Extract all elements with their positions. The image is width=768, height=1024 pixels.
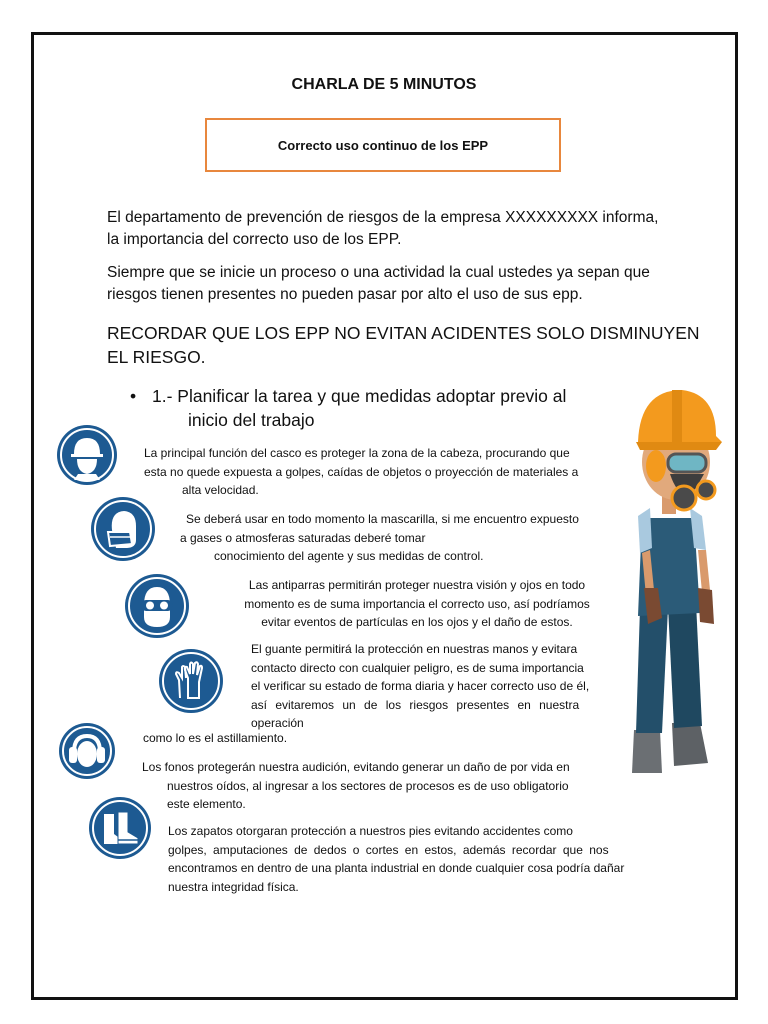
intro-p2-line-1: Siempre que se inicie un proceso o una actividad la cual ustedes ya sepan que [107, 264, 650, 281]
bullet-line-1: 1.- Planificar la tarea y que medidas adoptar previo al [152, 386, 567, 406]
reminder-caps [107, 321, 700, 369]
boots-text [168, 822, 624, 896]
gloves-text-line-2: contacto directo con cualquier peligro, es de suma importancia [251, 660, 584, 675]
intro-p1-line-2: la importancia del correcto uso de los EPP. [107, 231, 402, 248]
helmet-icon [56, 424, 118, 486]
goggles-text-line-3: evitar eventos de partículas en los ojos y el daño de estos. [261, 615, 573, 629]
gloves-text [251, 640, 611, 733]
intro-p2-line-2: riesgos tienen presentes no pueden pasar por alto el uso de sus epp. [107, 286, 583, 303]
gloves-text-line-1: El guante permitirá la protección en nuestras manos y evitara [251, 642, 578, 656]
gloves-text-line-3: el verificar su estado de forma diaria y hacer correcto uso de él, [251, 679, 590, 693]
ears-text-line-1: Los fonos protegerán nuestra audición, evitando generar un daño de por vida en [142, 760, 570, 774]
boots-text-line-1: Los zapatos otorgaran protección a nuestros pies evitando accidentes como [168, 824, 573, 838]
boots-text-line-2: golpes, amputaciones de dedos o cortes en estos, además recordar que nos [168, 842, 609, 857]
subtitle: Correcto uso continuo de los EPP [277, 137, 489, 153]
mask-text-line-2: a gases o atmosferas saturadas deberé tomar [180, 530, 426, 545]
bullet-symbol: • [130, 386, 137, 406]
boots-text-line-4: nuestra integridad física. [168, 879, 299, 894]
boots-text-line-3: encontramos en dentro de una planta industrial en donde cualquier cosa podría dañar [168, 861, 625, 875]
helmet-text-line-3: alta velocidad. [182, 483, 259, 497]
ears-text-line-3: este elemento. [167, 797, 246, 811]
intro-paragraph-2 [107, 262, 650, 306]
ear-protection-icon [58, 722, 116, 780]
goggles-text-line-2: momento es de suma importancia el correcto uso, así podríamos [244, 596, 590, 611]
page-title: CHARLA DE 5 MINUTOS [291, 76, 477, 93]
worker-illustration [610, 378, 738, 778]
ears-text [142, 758, 570, 814]
mask-text-line-1: Se deberá usar en todo momento la mascarilla, si me encuentro expuesto [186, 512, 579, 526]
helmet-text-line-1: La principal función del casco es proteger la zona de la cabeza, procurando que [144, 446, 570, 460]
bullet-line-2: inicio del trabajo [188, 410, 315, 430]
helmet-text-line-2: esta no quede expuesta a golpes, caídas de objetos o proyección de materiales a [144, 464, 579, 479]
mask-text-line-3: conocimiento del agente y sus medidas de control. [214, 549, 484, 563]
intro-p1-line-1: El departamento de prevención de riesgos de la empresa XXXXXXXXX informa, [107, 209, 659, 226]
intro-paragraph-1 [107, 207, 658, 251]
caps-line-1: RECORDAR QUE LOS EPP NO EVITAN ACIDENTES SOLO DISMINUYEN [107, 323, 700, 343]
goggles-icon [124, 573, 190, 639]
ears-text-line-2: nuestros oídos, al ingresar a los sectores de procesos es de uso obligatorio [167, 778, 569, 793]
gloves-text-line-6: como lo es el astillamiento. [143, 731, 288, 745]
caps-line-2: EL RIESGO. [107, 347, 206, 367]
mask-icon [90, 496, 156, 562]
gloves-text-line-4: así evitaremos un de los riesgos presentes en nuestra [251, 697, 580, 712]
bullet-item [152, 384, 566, 432]
subtitle-box [205, 118, 561, 172]
goggles-text-line-1: Las antiparras permitirán proteger nuestra visión y ojos en todo [248, 578, 586, 592]
gloves-icon [158, 648, 224, 714]
gloves-text-line-5: operación [251, 716, 304, 730]
helmet-text [144, 444, 578, 500]
mask-text [180, 510, 579, 566]
goggles-text [222, 576, 612, 632]
